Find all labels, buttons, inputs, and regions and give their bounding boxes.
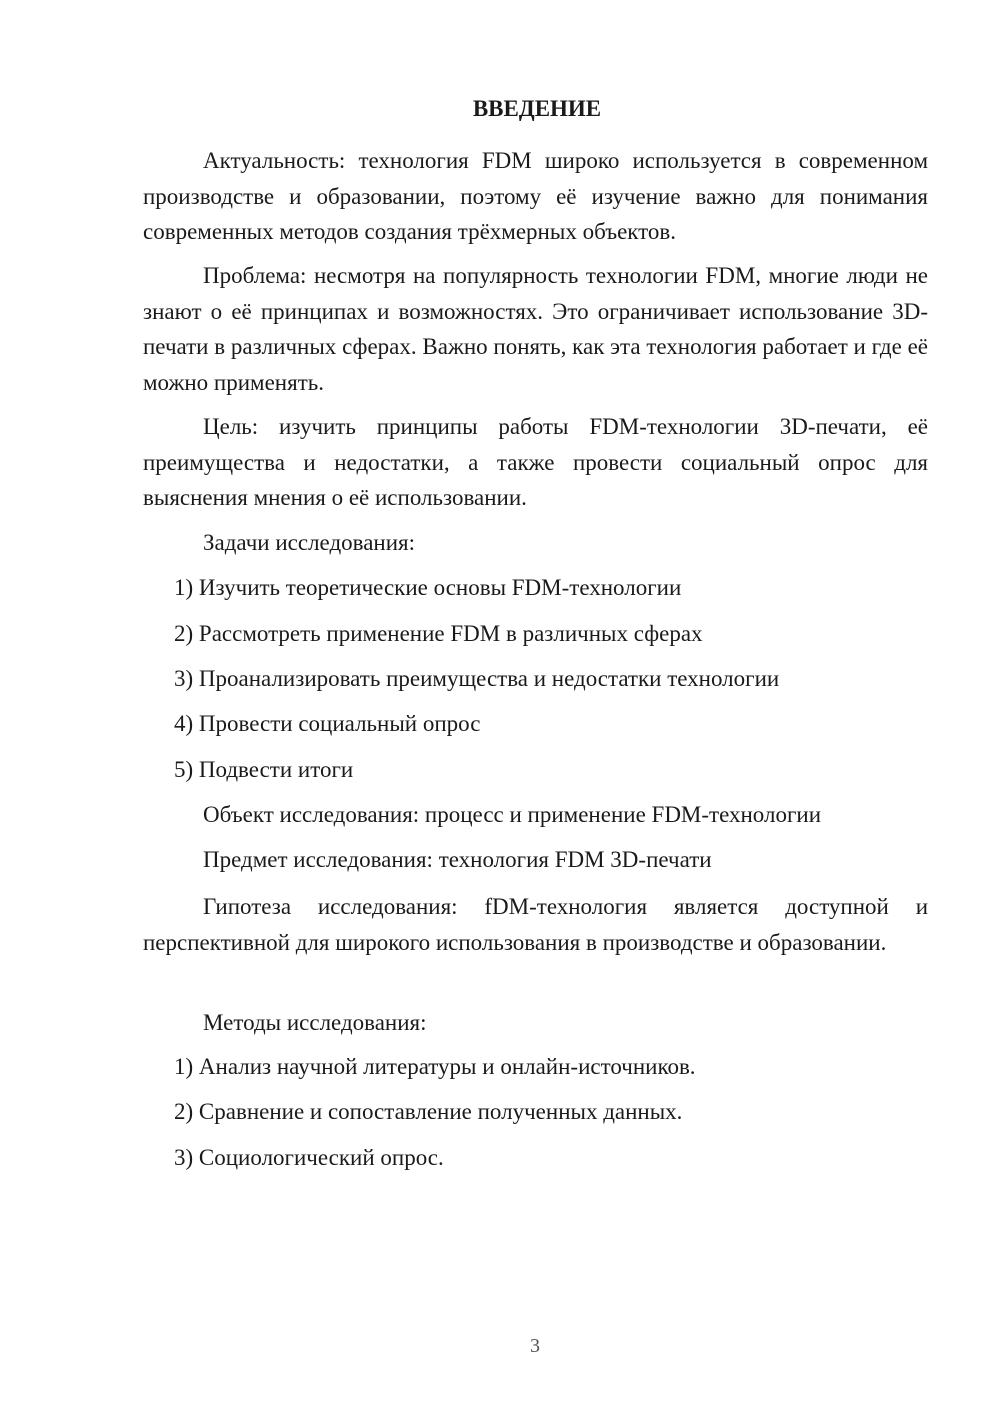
hypothesis-paragraph: Гипотеза исследования: fDM-технология является доступной и перспективной для широкого использования в производстве и образовании. (143, 894, 928, 955)
methods-heading: Методы исследования: (203, 1010, 427, 1035)
relevance-paragraph: Актуальность: технология FDM широко используется в современном производстве и образовании, поэтому её изучение важно для понимания современных методов создания трёхмерных объектов. (143, 148, 928, 244)
task-item: 2) Рассмотреть применение FDM в различных сферах (174, 621, 703, 646)
goal-paragraph: Цель: изучить принципы работы FDM-технологии 3D-печати, её преимущества и недостатки, а также провести социальный опрос для выяснения мнения о её использовании. (143, 414, 928, 510)
method-item: 3) Социологический опрос. (174, 1145, 444, 1170)
method-item: 2) Сравнение и сопоставление полученных данных. (174, 1099, 683, 1124)
research-object: Объект исследования: процесс и применение FDM-технологии (203, 802, 822, 827)
task-item: 5) Подвести итоги (174, 757, 354, 782)
method-item: 1) Анализ научной литературы и онлайн-источников. (174, 1054, 696, 1079)
research-subject: Предмет исследования: технология FDM 3D-печати (203, 847, 712, 872)
task-item: 3) Проанализировать преимущества и недостатки технологии (174, 666, 780, 691)
tasks-heading: Задачи исследования: (203, 530, 416, 555)
task-item: 1) Изучить теоретические основы FDM-технологии (174, 575, 682, 600)
problem-paragraph: Проблема: несмотря на популярность технологии FDM, многие люди не знают о её принципах и возможностях. Это ограничивает использование 3D-печати в различных сферах. Важно понять, как эта технология работает и где её можно применять. (143, 263, 928, 395)
page-title: ВВЕДЕНИЕ (472, 96, 602, 121)
page-number: 3 (530, 1335, 540, 1357)
task-item: 4) Провести социальный опрос (174, 711, 481, 736)
